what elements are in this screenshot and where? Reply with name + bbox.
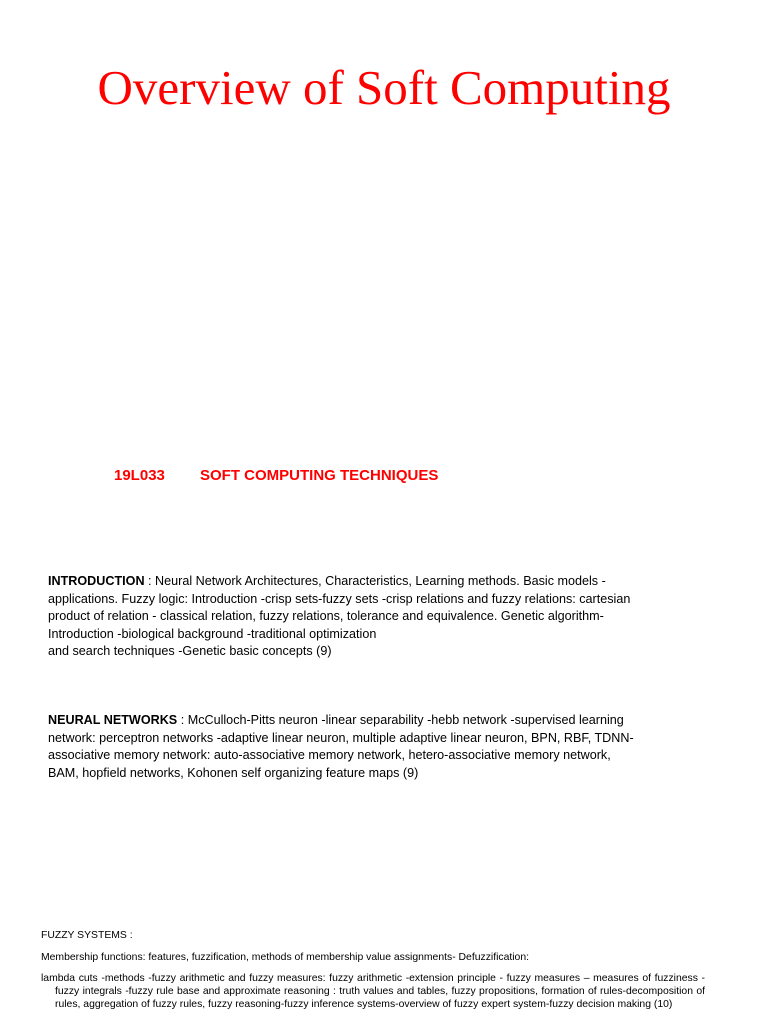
introduction-line: product of relation - classical relation, fuzzy relations, tolerance and equivalence. Genetic algorithm- xyxy=(48,609,604,624)
course-heading xyxy=(114,466,438,486)
document-title: Overview of Soft Computing xyxy=(97,60,671,115)
introduction-line: Neural Network Architectures, Characteristics, Learning methods. Basic models - xyxy=(155,574,606,588)
introduction-section xyxy=(48,573,688,661)
course-name: SOFT COMPUTING TECHNIQUES xyxy=(200,467,439,484)
neural-networks-line: McCulloch-Pitts neuron -linear separability -hebb network -supervised learning xyxy=(187,713,624,727)
fuzzy-systems-body: lambda cuts -methods -fuzzy arithmetic and fuzzy measures: fuzzy arithmetic -extension principle - fuzzy measures – measures of fuzziness -fuzzy integrals -fuzzy rule base and approximate reasoning : truth values and tables, fuzzy propositions, formation of rules-decomposition of rules, aggregation of fuzzy rules, fuzzy reasoning-fuzzy inference systems-overview of fuzzy expert system-fuzzy decision making (10) xyxy=(41,973,705,1011)
neural-networks-section xyxy=(48,712,688,782)
introduction-line: and search techniques -Genetic basic concepts (9) xyxy=(48,644,332,659)
fuzzy-systems-heading: FUZZY SYSTEMS : xyxy=(41,930,133,941)
fuzzy-membership-line: Membership functions: features, fuzzification, methods of membership value assignments- Defuzzification: xyxy=(41,952,530,963)
introduction-line: Introduction -biological background -traditional optimization xyxy=(48,626,377,641)
course-code: 19L033 xyxy=(114,467,165,484)
neural-networks-line: network: perceptron networks -adaptive linear neuron, multiple adaptive linear neuron, BPN, RBF, TDNN- xyxy=(48,730,634,745)
neural-networks-heading: NEURAL NETWORKS xyxy=(48,713,178,727)
introduction-line: applications. Fuzzy logic: Introduction -crisp sets-fuzzy sets -crisp relations and fuzzy relations: cartesian xyxy=(48,591,631,606)
introduction-separator: : xyxy=(144,574,156,588)
introduction-heading: INTRODUCTION xyxy=(48,574,145,588)
neural-networks-line: BAM, hopfield networks, Kohonen self organizing feature maps (9) xyxy=(48,765,419,780)
neural-networks-separator: : xyxy=(177,713,188,727)
neural-networks-line: associative memory network: auto-associative memory network, hetero-associative memory network, xyxy=(48,748,611,763)
